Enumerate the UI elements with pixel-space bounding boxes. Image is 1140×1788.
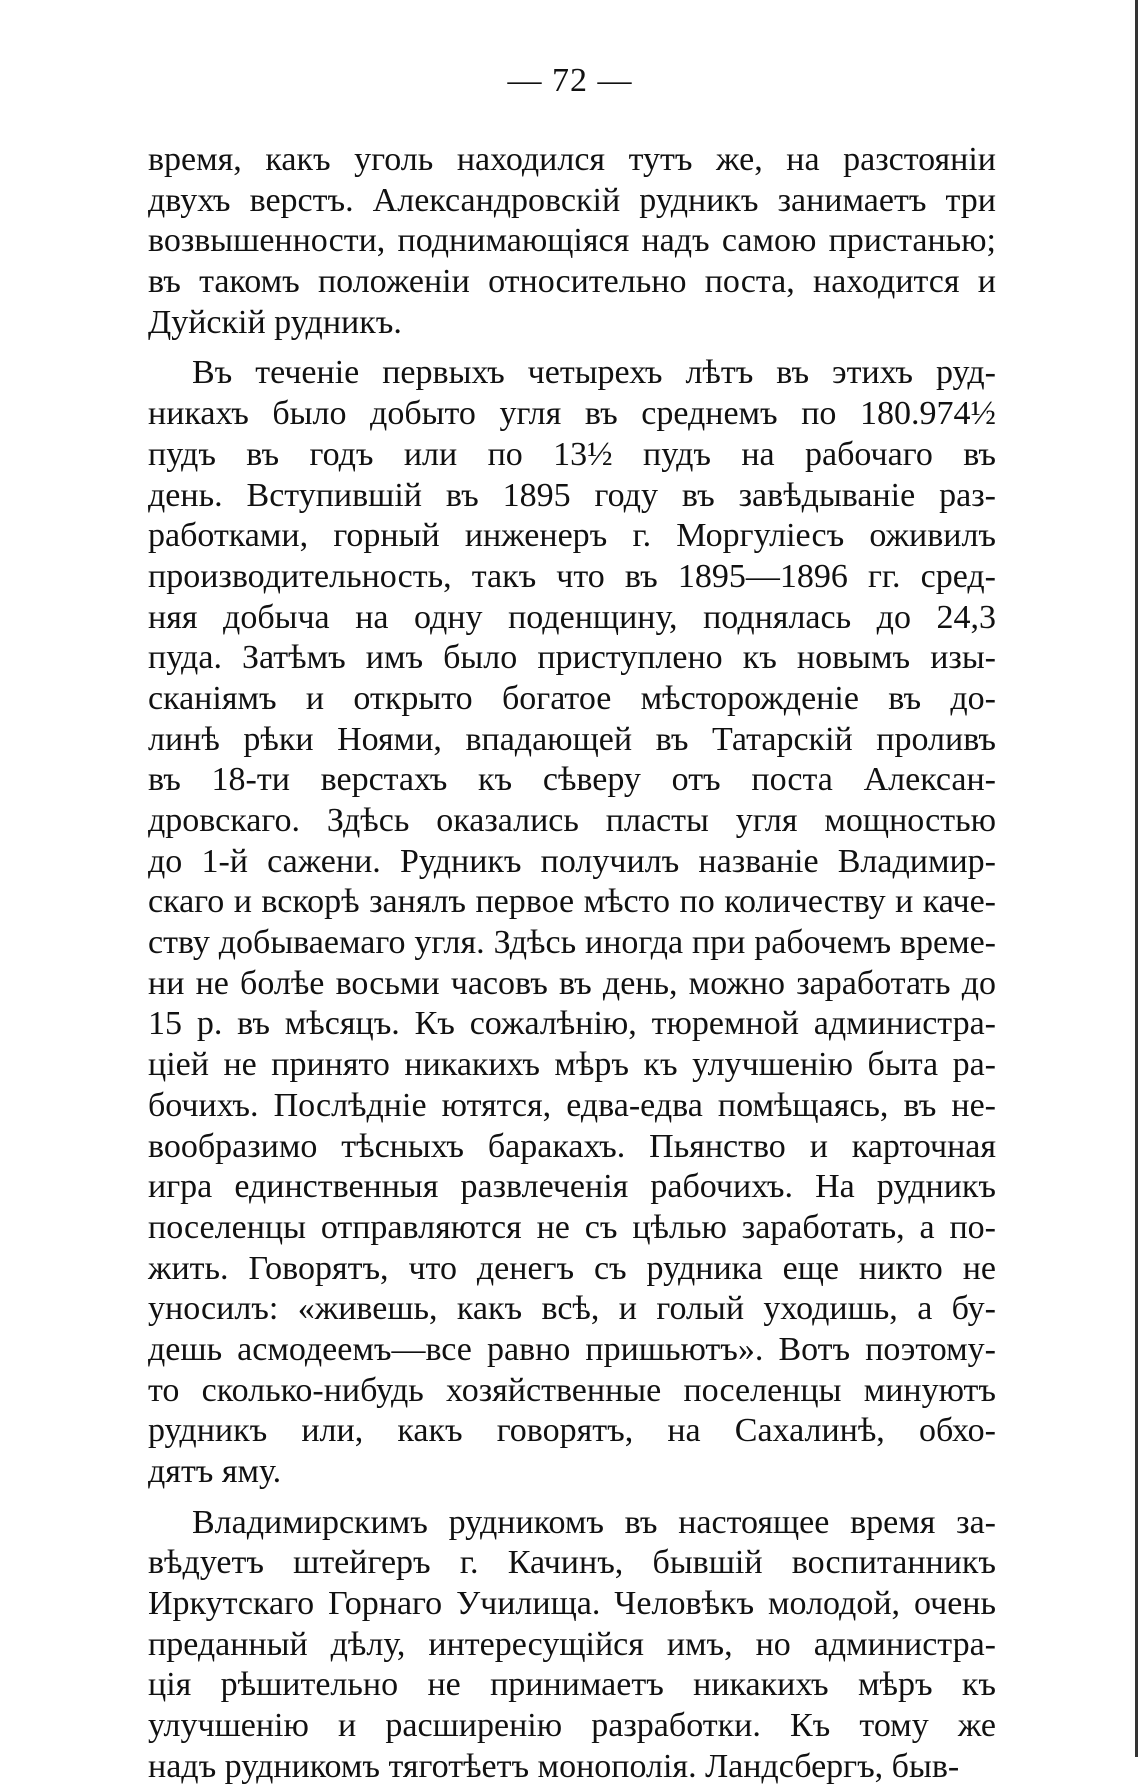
- text-line: Владимирскимъ рудникомъ въ настоящее время за-: [192, 1503, 996, 1541]
- paragraph-2: [148, 353, 996, 1492]
- text-line: въ такомъ положеніи относительно поста, находится и: [148, 263, 996, 301]
- text-line: Дуйскій рудникъ.: [148, 303, 402, 341]
- text-line: двухъ верстъ. Александровскій рудникъ занимаетъ три: [148, 181, 996, 219]
- text-line: до 1-й сажени. Рудникъ получилъ названіе Владимир-: [148, 842, 996, 880]
- text-line: няя добыча на одну поденщину, поднялась до 24,3: [148, 598, 996, 636]
- text-line: линѣ рѣки Ноями, впадающей въ Татарскій проливъ: [148, 720, 996, 758]
- text-line: работками, горный инженеръ г. Моргуліесъ оживилъ: [148, 517, 996, 555]
- body-text: [148, 140, 996, 1788]
- paragraph-3: [148, 1503, 996, 1788]
- text-line: преданный дѣлу, интересущійся имъ, но администра-: [148, 1625, 996, 1663]
- text-line: ціей не принято никакихъ мѣръ къ улучшенію быта ра-: [148, 1046, 996, 1084]
- text-line: скаго и вскорѣ занялъ первое мѣсто по количеству и каче-: [148, 883, 996, 921]
- text-line: возвышенности, поднимающіяся надъ самою пристанью;: [148, 222, 996, 260]
- page-number: — 72 —: [507, 62, 633, 99]
- text-line: надъ рудникомъ тяготѣетъ монополія. Ландсбергъ, быв-: [148, 1747, 960, 1785]
- text-line: то сколько-нибудь хозяйственные поселенцы минуютъ: [148, 1371, 996, 1409]
- text-line: ція рѣшительно не принимаетъ никакихъ мѣръ къ: [148, 1666, 996, 1704]
- text-line: дешь асмодеемъ—все равно пришьютъ». Вотъ поэтому-: [148, 1330, 996, 1368]
- text-line: ству добываемаго угля. Здѣсь иногда при рабочемъ време-: [148, 924, 996, 962]
- text-line: пуда. Затѣмъ имъ было приступлено къ новымъ изы-: [148, 639, 996, 677]
- text-line: производительность, такъ что въ 1895—1896 гг. сред-: [148, 557, 996, 595]
- text-line: бочихъ. Послѣдніе ютятся, едва-едва помѣщаясь, въ не-: [148, 1086, 996, 1124]
- text-line: 15 р. въ мѣсяцъ. Къ сожалѣнію, тюремной администра-: [148, 1005, 996, 1043]
- text-line: время, какъ уголь находился тутъ же, на разстояніи: [148, 141, 996, 178]
- text-line: рудникъ или, какъ говорятъ, на Сахалинѣ, обхо-: [148, 1412, 996, 1450]
- paragraph-1: [148, 140, 996, 343]
- text-line: вѣдуетъ штейгеръ г. Качинъ, бывшій воспитанникъ: [148, 1544, 996, 1582]
- text-line: поселенцы отправляются не съ цѣлью заработать, а по-: [148, 1208, 996, 1246]
- text-line: никахъ было добыто угля въ среднемъ по 180.974½: [148, 395, 996, 433]
- text-line: въ 18-ти верстахъ къ сѣверу отъ поста Алексан-: [148, 761, 996, 799]
- text-line: игра единственныя развлеченія рабочихъ. На рудникъ: [148, 1168, 996, 1206]
- text-line: пудъ въ годъ или по 13½ пудъ на рабочаго въ: [148, 435, 996, 473]
- text-line: уносилъ: «живешь, какъ всѣ, и голый уходишь, а бу-: [148, 1290, 996, 1328]
- text-line: вообразимо тѣсныхъ баракахъ. Пьянство и карточная: [148, 1127, 996, 1165]
- paragraph-gap: [148, 1493, 996, 1503]
- text-line: день. Вступившій въ 1895 году въ завѣдываніе раз-: [148, 476, 996, 514]
- text-line: дятъ яму.: [148, 1453, 282, 1490]
- text-line: улучшенію и расширенію разработки. Къ тому же: [148, 1707, 996, 1745]
- text-line: жить. Говорятъ, что денегъ съ рудника еще никто не: [148, 1249, 996, 1287]
- text-line: дровскаго. Здѣсь оказались пласты угля мощностью: [148, 802, 996, 839]
- scan-edge-line: [1135, 0, 1138, 1757]
- text-line: Въ теченіе первыхъ четырехъ лѣтъ въ этихъ руд-: [192, 354, 996, 392]
- text-line: сканіямъ и открыто богатое мѣсторожденіе въ до-: [148, 679, 996, 717]
- paragraph-gap: [148, 343, 996, 353]
- text-line: ни не болѣе восьми часовъ въ день, можно заработать до: [148, 964, 996, 1002]
- text-line: Иркутскаго Горнаго Училища. Человѣкъ молодой, очень: [148, 1585, 996, 1623]
